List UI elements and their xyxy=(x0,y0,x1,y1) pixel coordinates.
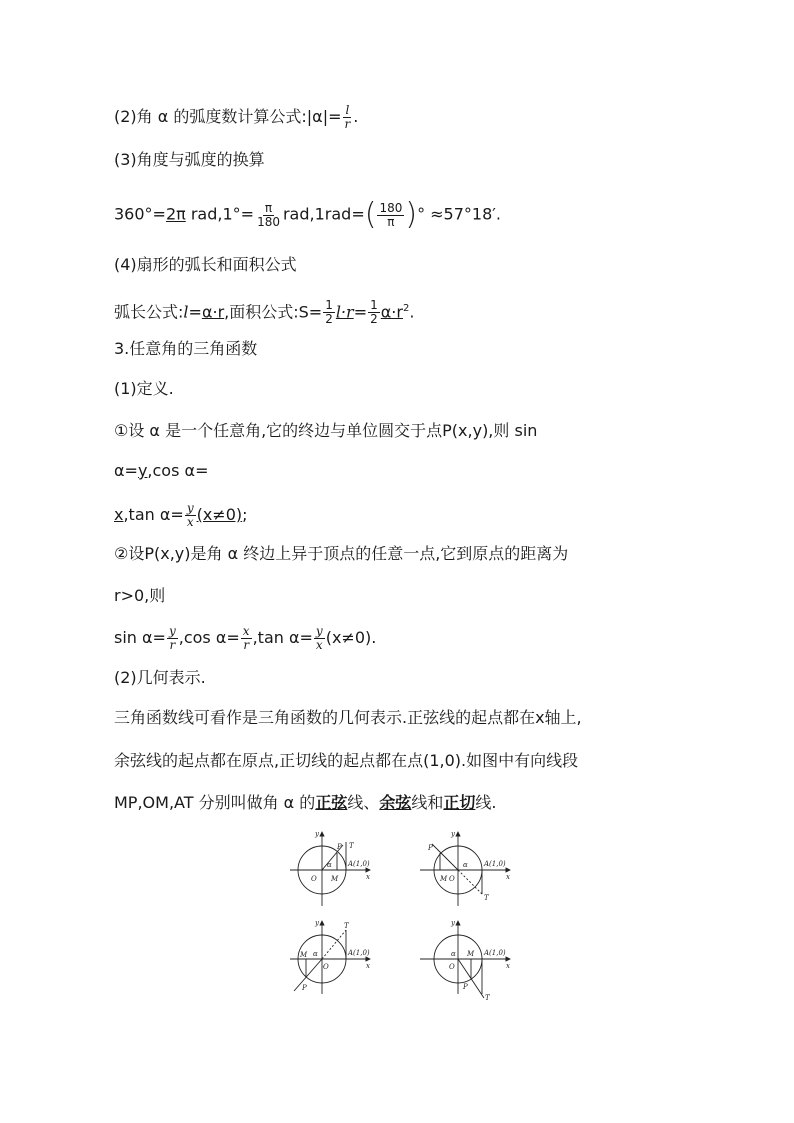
arc-area-formula xyxy=(114,297,414,326)
tan-condition: (x≠0). xyxy=(325,628,377,647)
frac-num: y xyxy=(168,624,176,638)
frac-num: 1 xyxy=(370,298,378,313)
para-line1: 三角函数线可看作是三角函数的几何表示.正弦线的起点都在x轴上, xyxy=(114,708,582,727)
label-P: P xyxy=(463,983,468,991)
sin-alpha: sin α= xyxy=(114,628,166,647)
frac-num: l xyxy=(345,103,350,117)
superscript-2: 2 xyxy=(402,303,410,314)
fraction-half-1 xyxy=(323,299,335,326)
conversion-formula xyxy=(114,197,501,232)
frac-den: π xyxy=(387,214,395,229)
para-text: 线和 xyxy=(411,793,444,812)
conv-rad-1deg: rad,1°= xyxy=(185,204,255,224)
fraction-x-over-r xyxy=(241,625,252,652)
semicolon: ; xyxy=(242,505,248,524)
label-x: x xyxy=(366,873,370,881)
section-3-title: 3.任意角的三角函数 xyxy=(114,339,258,358)
sector-heading: (4)扇形的弧长和面积公式 xyxy=(114,255,297,274)
frac-num: x xyxy=(242,624,250,638)
label-T: T xyxy=(484,894,489,902)
def1-line1: ①设 α 是一个任意角,它的终边与单位圆交于点P(x,y),则 sin xyxy=(114,421,538,440)
fraction-l-over-r xyxy=(343,104,353,131)
fraction-y-over-r xyxy=(167,625,178,652)
fraction-y-over-x xyxy=(314,625,325,652)
label-P: P xyxy=(428,844,433,852)
area-label: ,面积公式:S= xyxy=(224,302,323,322)
arc-alpha-r: α·r xyxy=(201,302,225,322)
conv-approx: ° ≈57°18′. xyxy=(417,204,501,224)
sin-value: y xyxy=(137,461,148,480)
def1-line2 xyxy=(114,459,208,483)
para-line3 xyxy=(114,791,496,815)
label-T: T xyxy=(349,842,354,850)
label-alpha: α xyxy=(463,861,468,869)
frac-num: 1 xyxy=(325,298,333,313)
figure-quadrant-2 xyxy=(420,832,510,906)
cos-alpha: ,cos α= xyxy=(178,628,240,647)
label-M: M xyxy=(331,875,339,883)
tan-alpha: ,tan α= xyxy=(123,505,184,524)
def2-line2: r>0,则 xyxy=(114,586,166,605)
label-y: y xyxy=(315,919,319,927)
para-line2: 余弦线的起点都在原点,正切线的起点都在点(1,0).如图中有向线段 xyxy=(114,751,579,770)
conv-2pi: 2π xyxy=(165,204,186,224)
label-P: P xyxy=(337,843,342,851)
label-x: x xyxy=(506,962,510,970)
period: . xyxy=(353,107,359,126)
figure-quadrant-1 xyxy=(290,832,370,906)
label-O: O xyxy=(323,963,329,971)
label-alpha: α xyxy=(313,950,318,958)
frac-den: r xyxy=(243,638,250,652)
def2-line1: ②设P(x,y)是角 α 终边上异于顶点的任意一点,它到原点的距离为 xyxy=(114,544,569,563)
frac-den: 2 xyxy=(325,312,333,327)
conversion-heading: (3)角度与弧度的换算 xyxy=(114,150,265,169)
area-l-r: l·r xyxy=(335,302,354,322)
sin-alpha: α= xyxy=(114,461,138,480)
area-alpha-r2: α·r xyxy=(380,302,403,322)
frac-den: r xyxy=(169,638,176,652)
label-T: T xyxy=(485,994,490,1002)
fraction-y-over-x xyxy=(185,502,196,529)
label-A: A(1,0) xyxy=(348,949,370,957)
frac-num: π xyxy=(264,200,273,215)
frac-den: 180 xyxy=(257,214,280,229)
label-O: O xyxy=(311,875,317,883)
label-A: A(1,0) xyxy=(348,860,370,868)
label-alpha: α xyxy=(327,861,332,869)
arc-label: 弧长公式: xyxy=(114,302,184,322)
period: . xyxy=(409,302,415,322)
label-M: M xyxy=(467,950,475,958)
frac-num: 180 xyxy=(379,200,403,215)
def1-line3 xyxy=(114,502,248,529)
frac-num: y xyxy=(186,501,194,515)
label-y: y xyxy=(451,919,455,927)
fraction-pi-over-180 xyxy=(255,202,282,229)
label-A: A(1,0) xyxy=(484,949,506,957)
frac-den: 2 xyxy=(370,312,378,327)
tangent-term: 正切 xyxy=(443,793,476,812)
label-O: O xyxy=(449,875,455,883)
conv-1rad: rad,1rad= xyxy=(282,204,365,224)
para-text: MP,OM,AT 分别叫做角 α 的 xyxy=(114,793,316,812)
fraction-180-over-pi xyxy=(377,202,404,229)
cos-alpha: ,cos α= xyxy=(147,461,209,480)
frac-den: x xyxy=(186,515,194,529)
trig-line-figures xyxy=(280,826,530,1006)
left-paren: ( xyxy=(364,197,377,232)
tan-alpha: ,tan α= xyxy=(252,628,313,647)
label-T: T xyxy=(344,922,349,930)
tan-condition: (x≠0) xyxy=(196,505,243,524)
label-x: x xyxy=(506,873,510,881)
abs-alpha: |α|= xyxy=(306,107,342,126)
cosine-term: 余弦 xyxy=(379,793,412,812)
label-M: M xyxy=(300,951,308,959)
label-M: M xyxy=(440,875,448,883)
frac-den: x xyxy=(315,638,323,652)
geometric-heading: (2)几何表示. xyxy=(114,668,206,687)
para-text: 线. xyxy=(475,793,497,812)
para-text: 线、 xyxy=(347,793,380,812)
equals: = xyxy=(188,302,202,322)
equals: = xyxy=(353,302,368,322)
label-alpha: α xyxy=(451,950,456,958)
label-A: A(1,0) xyxy=(484,860,506,868)
sine-term: 正弦 xyxy=(315,793,348,812)
cos-value: x xyxy=(114,505,124,524)
frac-num: y xyxy=(315,624,323,638)
label-x: x xyxy=(366,962,370,970)
radian-formula-line xyxy=(114,104,358,131)
conv-360: 360°= xyxy=(114,204,166,224)
arc-l: l xyxy=(183,302,189,322)
right-paren: ) xyxy=(405,197,418,232)
definition-heading: (1)定义. xyxy=(114,379,174,398)
frac-den: r xyxy=(344,117,351,131)
label-O: O xyxy=(449,963,455,971)
label-P: P xyxy=(302,984,307,992)
fraction-half-2 xyxy=(368,299,380,326)
label-y: y xyxy=(451,830,455,838)
label-y: y xyxy=(315,830,319,838)
def2-line3 xyxy=(114,625,376,652)
radian-formula-label: (2)角 α 的弧度数计算公式: xyxy=(114,107,307,126)
